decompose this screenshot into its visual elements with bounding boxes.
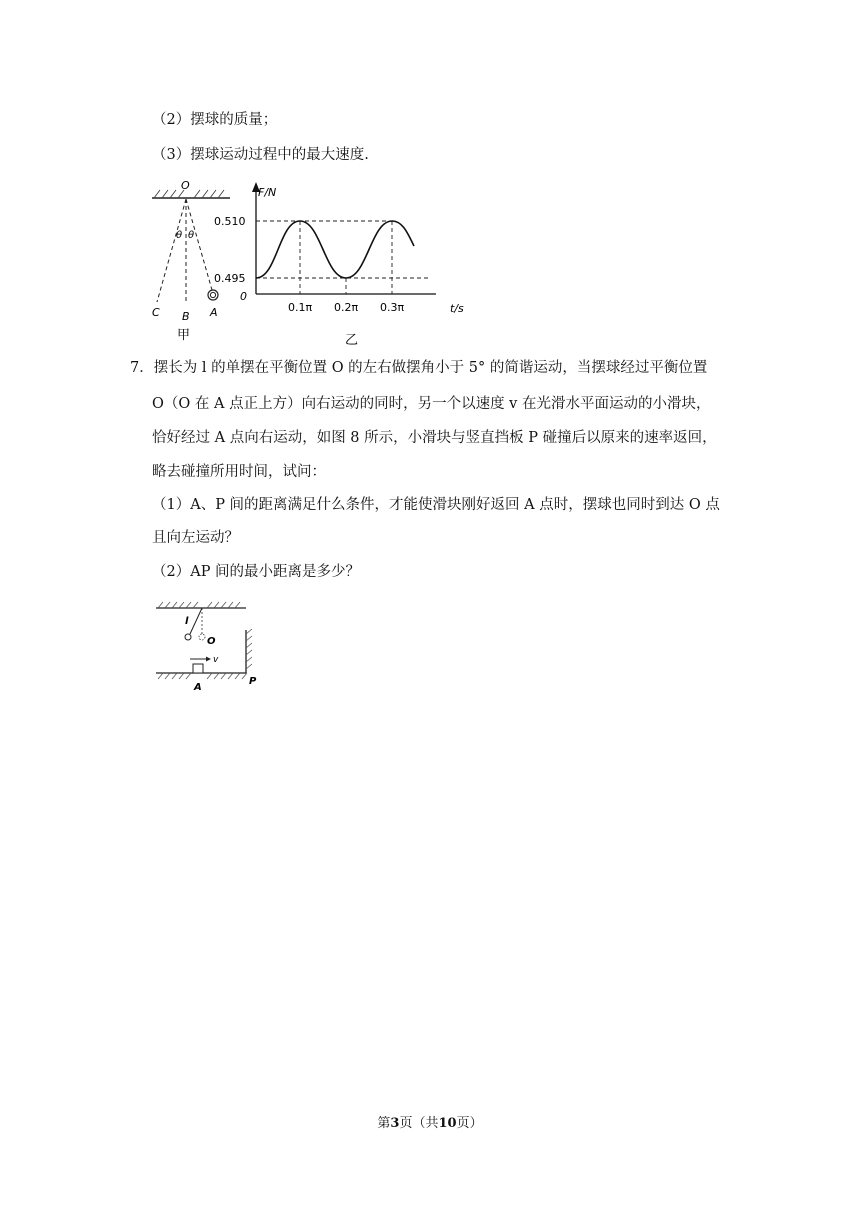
figure-caption-yi: 乙 [345, 333, 359, 346]
label-a: A [194, 682, 202, 693]
total-pages: 10 [438, 1116, 457, 1131]
pendulum-string [190, 608, 202, 634]
x-tick-0-1pi: 0.1π [288, 301, 313, 314]
page-number: 3 [390, 1116, 400, 1131]
x-tick-0-3pi: 0.3π [380, 301, 405, 314]
question-7-sub-1-line-1: （1）A、P 间的距离满足什么条件，才能使滑块刚好返回 A 点时，摆球也同时到达 O 点 [152, 497, 720, 513]
question-6-sub-3: （3）摆球运动过程中的最大速度. [152, 147, 369, 163]
label-l: l [185, 616, 189, 627]
question-7-sub-1-line-2: 且向左运动？ [152, 530, 239, 546]
point-o-label: O [181, 179, 190, 192]
theta-right-label: θ [188, 230, 195, 241]
y-tick-high: 0.510 [214, 215, 246, 228]
force-curve [256, 221, 414, 278]
floor-hatching [158, 673, 247, 679]
question-7-line-2: O（O 在 A 点正上方）向右运动的同时，另一个以速度 v 在光滑水平面运动的小滑块， [152, 396, 711, 412]
x-tick-0-2pi: 0.2π [334, 301, 359, 314]
question-7-sub-2: （2）AP 间的最小距离是多少？ [152, 564, 361, 580]
string-to-a [186, 199, 212, 290]
label-o: O [207, 636, 216, 647]
label-p: P [249, 676, 257, 687]
question-7-line-4: 略去碰撞所用时间，试问： [152, 464, 326, 480]
y-tick-low: 0.495 [214, 272, 246, 285]
question-6-sub-2: （2）摆球的质量； [152, 112, 278, 128]
pendulum-ball [185, 634, 191, 640]
figure-caption-jia: 甲 [177, 328, 191, 343]
page-footer: 第3页（共10页） [377, 1116, 483, 1131]
slider-block [193, 664, 203, 673]
origin-label: 0 [240, 290, 247, 303]
string-to-c [157, 199, 186, 302]
force-time-graph [214, 182, 464, 346]
wall-hatching [246, 629, 252, 669]
question-7-line-1: 7．摆长为 l 的单摆在平衡位置 O 的左右做摆角小于 5° 的简谐运动，当摆球经过平衡位置 [130, 360, 708, 376]
label-v: v [213, 655, 219, 665]
figure-pendulum-force-graph [140, 176, 480, 346]
figure-8-pendulum-slider [150, 598, 270, 694]
ceiling-hatching [158, 602, 240, 608]
pendulum-ball [208, 290, 218, 300]
theta-left-label: θ [176, 230, 183, 241]
equilibrium-ball [199, 634, 205, 640]
label-a: A [210, 306, 218, 319]
label-b: B [182, 310, 190, 323]
x-axis-label: t/s [450, 302, 464, 315]
label-c: C [152, 306, 160, 319]
pendulum-diagram [152, 179, 230, 343]
y-axis-label: F/N [258, 186, 277, 199]
question-7-line-3: 恰好经过 A 点向右运动，如图 8 所示，小滑块与竖直挡板 P 碰撞后以原来的速率返回， [152, 430, 717, 446]
